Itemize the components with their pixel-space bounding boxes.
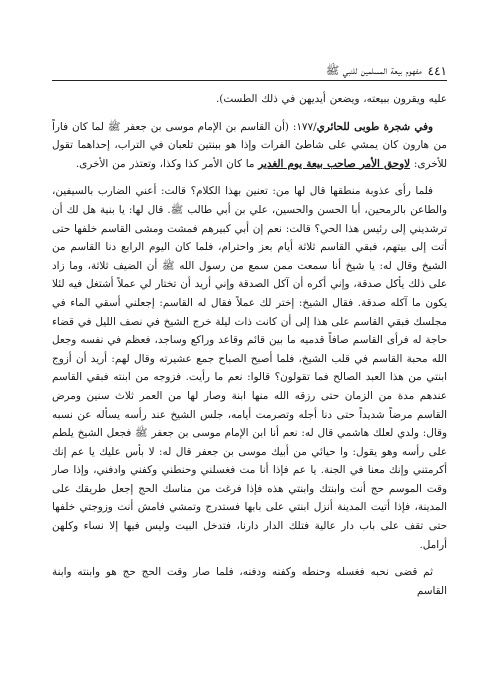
paragraph-1: عليه ويقرون ببيعته، ويضعن أيديهن في ذلك الطست). — [216, 93, 447, 105]
header-rule — [52, 80, 447, 81]
page-number: ٤٤١ — [427, 64, 447, 78]
source-title: وفي شجرة طوبى للحائري — [316, 120, 433, 133]
paragraph-4: ثم قضى نحبه فغسله وحنطه وكفنه ودفنه، فلما صار وقت الحج حج هو وابنته وابنة القاسم — [52, 566, 447, 597]
paragraph-3: فلما رأى عذوبة منطقها قال لها من: تعنين بهذا الكلام؟ قالت: أعني الضارب بالسيفين، والطاعن بالرمحين، أبا الحسن والحسين، علي بن أبي طالب ﷺ. قال لها: يا بنية هل لك أن ترشديني إلى رئيس هذا الحي؟ قالت: نعم إن أبي كبيرهم فمشت ومشى القاسم خلفها حتى أتت إلى بيتهم، فبقي القاسم ثلاثة أيام بعز واحترام، فلما كان اليوم الرابع دنا القاسم من الشيخ وقال له: يا شيخ أنا سمعت ممن سمع من رسول الله ﷺ أن الضيف ثلاثة، وما زاد على ذلك يأكل صدقة، وإني أكره أن آكل الصدقة وإني أريد أن تختار لي عملاً أشتغل فيه لئلا يكون ما آكله صدقة. فقال الشيخ: إختر لك عملاً فقال له القاسم: إجعلني أسقي الماء في مجلسك فبقي القاسم على هذا إلى أن كانت ذات ليلة خرج الشيخ في نصف الليل في قضاء حاجة له فرأى القاسم صافاً قدميه ما بين قائم وقاعد وراكع وساجد، فعظم في نفسه وجعل الله محبة القاسم في قلب الشيخ، فلما أصبح الصباح جمع عشيرته وقال لهم: أريد أن أزوج ابنتي من هذا العبد الصالح فما تقولون؟ قالوا: نعم ما رأيت. فزوجه من ابنته فبقي القاسم عندهم مدة من الزمان حتى رزقه الله منها ابنة وصار لها من العمر ثلاث سنين ومرض القاسم مرضاً شديداً حتى دنا أجله وتصرمت أيامه، جلس الشيخ عند رأسه يسأله عن نسبه وقال: ولدي لعلك هاشمي قال له: نعم أنا ابن الإمام موسى بن جعفر ﷺ فجعل الشيخ يلطم على رأسه وهو يقول: وا حيائي من أبيك موسى بن جعفر قال له: لا بأس عليك يا عم إنك أكرمتني وإنك معنا في الجنة. يا عم فإذا أنا مت فغسلني وحنطني وكفني وادفني، وإذا صار وقت الموسم حج أنت وابنتك وابنتي هذه فإذا فرغت من مناسك الحج إجعل طريقك على المدينة، فإذا أتيت المدينة أنزل ابنتي على بابها فستدرج وتمشي فامش أنت وزوجتي خلفها حتى تقف على باب دار عالية فتلك الدار دارنا، فتدخل البيت وليس فيها إلا نساء وكلهن أرامل. — [52, 185, 447, 551]
page-body — [52, 90, 447, 600]
oath-phrase: لاوحق الأمر صاحب بيعة يوم الغدير — [258, 157, 411, 170]
page-header — [52, 60, 447, 78]
paragraph-2: وفي شجرة طوبى للحائري/١٧٧: (أن القاسم بن الإمام موسى بن جعفر ﷺ لما كان فاراً من هارون كان يمشي على شاطئ الفرات وإذا هو ببنتين تلعبان في التراب، إحداهما تقول للأخرى: لاوحق الأمر صاحب بيعة يوم الغدير ما كان الأمر كذا وكذا، وتعتذر من الأخرى. — [52, 120, 447, 170]
running-title: مفهوم بيعة المسلمين للنبي ﷺ — [325, 64, 422, 77]
